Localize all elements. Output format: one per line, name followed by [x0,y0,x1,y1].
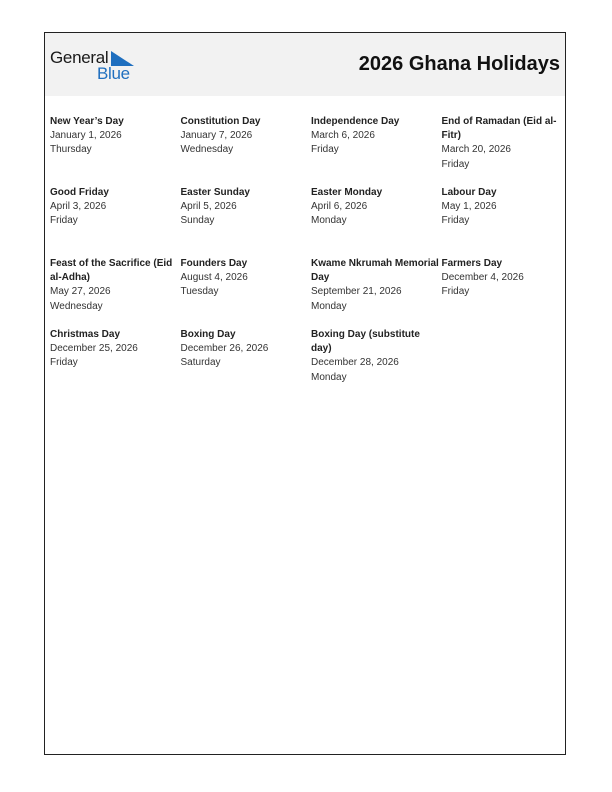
holiday-date: December 26, 2026 [180,343,269,355]
holiday-date: April 5, 2026 [180,201,237,213]
holiday-name: Kwame Nkrumah Memorial Day [311,258,439,284]
holiday-name: New Year’s Day [50,116,124,127]
page-title: 2026 Ghana Holidays [358,53,560,75]
holiday-date: December 28, 2026 [311,357,399,369]
holiday-item [50,257,181,328]
holiday-name: Good Friday [50,187,109,198]
holiday-name: Labour Day [441,187,497,198]
holiday-name: Constitution Day [180,116,261,127]
holiday-date: April 6, 2026 [311,201,368,213]
holiday-weekday: Monday [311,371,347,383]
holiday-date: December 4, 2026 [441,272,524,284]
holiday-date: December 25, 2026 [50,343,138,355]
holiday-item [311,186,442,257]
holiday-weekday: Friday [311,144,339,156]
logo [50,48,140,84]
holiday-date: May 1, 2026 [441,201,497,213]
holiday-name: Christmas Day [50,329,121,340]
holiday-date: March 6, 2026 [311,130,375,142]
holiday-weekday: Monday [311,300,347,312]
holiday-item [311,328,442,399]
holiday-item [181,257,312,328]
holiday-item [311,115,442,186]
logo-text-blue: Blue [97,64,130,83]
holiday-item [442,186,563,257]
holiday-weekday: Sunday [180,215,215,227]
holiday-item [50,328,181,399]
holiday-date: January 1, 2026 [50,130,122,142]
holiday-date: March 20, 2026 [441,144,511,156]
holiday-date: April 3, 2026 [50,201,107,213]
holiday-item [311,257,442,328]
holiday-grid [50,115,562,399]
holiday-weekday: Friday [441,158,470,170]
holiday-item [181,186,312,257]
holiday-date: January 7, 2026 [180,130,253,142]
holiday-weekday: Saturday [180,357,221,369]
holiday-name: End of Ramadan (Eid al-Fitr) [441,116,557,142]
holiday-weekday: Friday [50,215,78,227]
header [45,33,565,96]
holiday-name: Easter Sunday [180,187,250,198]
holiday-name: Farmers Day [441,258,503,269]
holiday-weekday: Thursday [50,144,92,156]
holiday-name: Boxing Day [180,329,236,340]
holiday-name: Boxing Day (substitute day) [311,329,420,355]
holiday-weekday: Friday [441,286,470,298]
holiday-date: May 27, 2026 [50,286,111,298]
holiday-weekday: Wednesday [50,300,103,312]
holiday-item [442,257,563,328]
holiday-date: September 21, 2026 [311,286,402,298]
holiday-name: Founders Day [180,258,248,269]
holiday-name: Feast of the Sacrifice (Eid al-Adha) [50,258,173,284]
holiday-weekday: Friday [441,215,470,227]
holiday-item [181,328,312,399]
holiday-weekday: Tuesday [180,286,219,298]
logo-text-general: General [50,48,109,67]
holiday-name: Easter Monday [311,187,383,198]
holiday-item [50,186,181,257]
holiday-item [442,115,563,186]
holiday-item [50,115,181,186]
page-frame [44,32,566,755]
holiday-weekday: Wednesday [180,144,234,156]
holiday-weekday: Monday [311,215,347,227]
holiday-date: August 4, 2026 [180,272,248,284]
holiday-name: Independence Day [311,116,400,127]
holiday-item [181,115,312,186]
holiday-weekday: Friday [50,357,78,369]
